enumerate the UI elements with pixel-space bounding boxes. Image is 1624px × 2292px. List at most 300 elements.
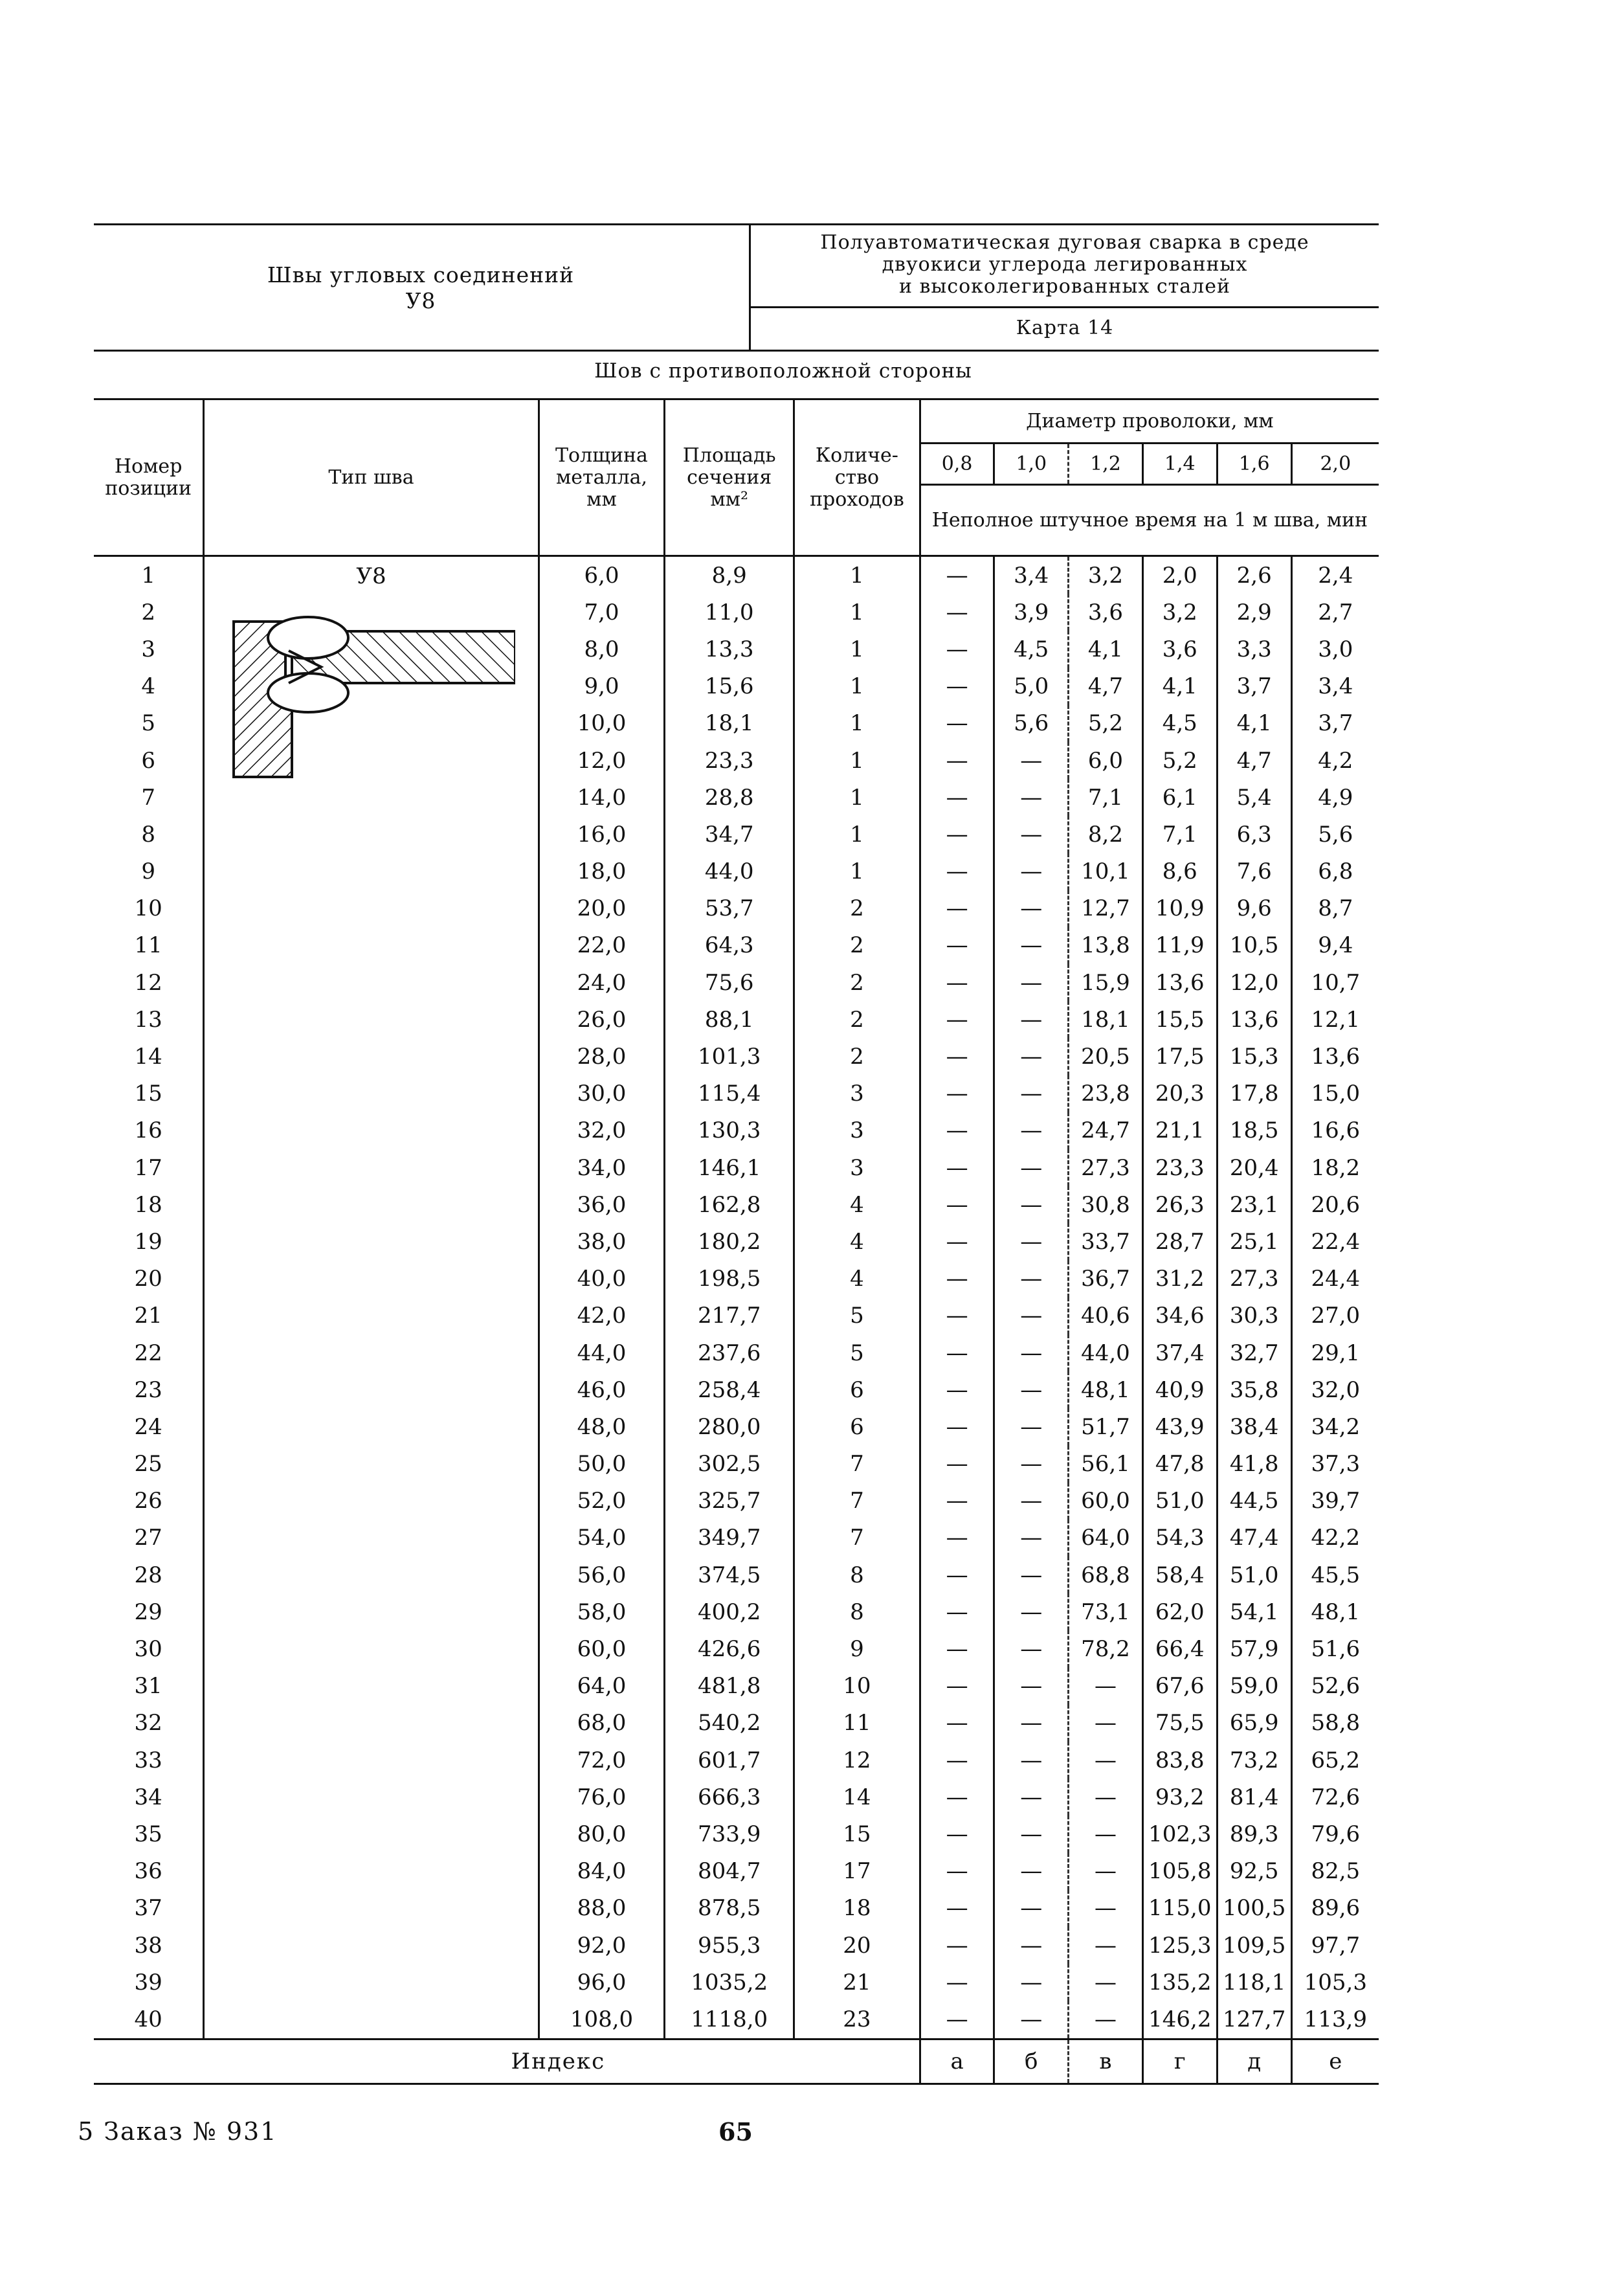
cell-time-1-4: 4,5 [1142,705,1217,742]
cell-time-2-0: 45,5 [1291,1556,1379,1593]
cell-position: 35 [134,1821,162,1847]
col-passes: Количе-ство проходов [794,399,920,556]
cell-thickness: 18,0 [539,853,665,890]
cell-time-2-0: 65,2 [1291,1742,1379,1779]
cell-thickness: 30,0 [539,1075,665,1112]
cell-passes: 23 [794,2001,920,2039]
cell-area: 217,7 [665,1298,794,1334]
cell-thickness: 44,0 [539,1334,665,1371]
cell-time-2-0: 22,4 [1291,1223,1379,1260]
cell-time-0-8: — [920,1742,994,1779]
cell-time-2-0: 8,7 [1291,890,1379,927]
cell-position: 40 [134,2006,162,2032]
cell-time-2-0: 2,4 [1291,556,1379,594]
cell-time-2-0: 113,9 [1291,2001,1379,2039]
cell-time-1-6: 4,1 [1217,705,1291,742]
cell-time-2-0: 79,6 [1291,1815,1379,1852]
cell-thickness: 48,0 [539,1408,665,1445]
cell-time-1-6: 118,1 [1217,1964,1291,2001]
cell-time-1-4: 54,3 [1142,1520,1217,1556]
process-block [751,223,1379,349]
cell-time-2-0: 15,0 [1291,1075,1379,1112]
cell-thickness: 6,0 [539,556,665,594]
cell-time-1-6: 9,6 [1217,890,1291,927]
cell-time-1-4: 93,2 [1142,1779,1217,1815]
cell-time-1-6: 18,5 [1217,1112,1291,1149]
joint-code: У8 [405,288,436,313]
cell-time-1-0: — [994,927,1069,964]
cell-time-1-6: 38,4 [1217,1408,1291,1445]
cell-position: 15 [134,1081,162,1107]
cell-time-0-8: — [920,1964,994,2001]
cell-time-2-0: 4,2 [1291,742,1379,779]
cell-time-1-6: 51,0 [1217,1556,1291,1593]
cell-area: 666,3 [665,1779,794,1815]
cell-time-0-8: — [920,964,994,1001]
cell-time-2-0: 10,7 [1291,964,1379,1001]
cell-thickness: 14,0 [539,779,665,816]
cell-time-1-0: 3,4 [994,556,1069,594]
cell-time-1-4: 28,7 [1142,1223,1217,1260]
cell-passes: 1 [794,668,920,705]
cell-time-0-8: — [920,1298,994,1334]
cell-position: 13 [134,1006,162,1033]
cell-time-1-2: 44,0 [1069,1334,1143,1371]
diameter-1-0: 1,0 [994,444,1069,485]
cell-position: 19 [134,1228,162,1255]
cell-time-1-6: 109,5 [1217,1927,1291,1964]
cell-time-1-4: 43,9 [1142,1408,1217,1445]
cell-time-1-4: 40,9 [1142,1371,1217,1408]
cell-time-2-0: 18,2 [1291,1149,1379,1186]
seam-type-label: У8 [356,563,386,589]
cell-time-1-0: — [994,1001,1069,1038]
cell-time-2-0: 13,6 [1291,1038,1379,1075]
cell-thickness: 42,0 [539,1298,665,1334]
cell-area: 258,4 [665,1371,794,1408]
cell-passes: 4 [794,1223,920,1260]
cell-thickness: 10,0 [539,705,665,742]
cell-time-1-6: 59,0 [1217,1668,1291,1705]
cell-time-2-0: 42,2 [1291,1520,1379,1556]
cell-time-1-2: — [1069,1964,1143,2001]
cell-area: 75,6 [665,964,794,1001]
cell-time-1-6: 89,3 [1217,1815,1291,1852]
cell-thickness: 38,0 [539,1223,665,1260]
index-label: Индекс [94,2039,920,2084]
cell-time-2-0: 3,7 [1291,705,1379,742]
cell-time-1-6: 47,4 [1217,1520,1291,1556]
cell-time-1-2: 64,0 [1069,1520,1143,1556]
cell-time-1-4: 2,0 [1142,556,1217,594]
cell-time-1-6: 4,7 [1217,742,1291,779]
cell-time-0-8: — [920,927,994,964]
cell-time-1-0: — [994,1483,1069,1520]
cell-time-0-8: — [920,1446,994,1483]
cell-time-0-8: — [920,1223,994,1260]
cell-time-1-6: 12,0 [1217,964,1291,1001]
cell-thickness: 40,0 [539,1261,665,1298]
cell-time-0-8: — [920,1408,994,1445]
cell-position: 25 [134,1451,162,1477]
cell-time-1-2: 10,1 [1069,853,1143,890]
cell-time-1-0: — [994,1668,1069,1705]
cell-time-0-8: — [920,556,994,594]
cell-time-1-0: — [994,890,1069,927]
cell-passes: 18 [794,1890,920,1927]
diameter-1-2: 1,2 [1069,444,1143,485]
cell-time-1-4: 75,5 [1142,1705,1217,1742]
cell-thickness: 46,0 [539,1371,665,1408]
cell-passes: 1 [794,853,920,890]
cell-position: 8 [141,821,155,848]
cell-thickness: 76,0 [539,1779,665,1815]
cell-time-2-0: 5,6 [1291,816,1379,853]
cell-thickness: 7,0 [539,594,665,631]
cell-area: 1118,0 [665,2001,794,2039]
cell-time-2-0: 72,6 [1291,1779,1379,1815]
cell-time-1-0: 5,6 [994,705,1069,742]
cell-time-1-4: 26,3 [1142,1186,1217,1223]
cell-passes: 1 [794,742,920,779]
cell-time-1-4: 135,2 [1142,1964,1217,2001]
cell-time-1-6: 6,3 [1217,816,1291,853]
process-line-2: двуокиси углерода легированных [882,253,1248,276]
cell-thickness: 88,0 [539,1890,665,1927]
cell-passes: 5 [794,1334,920,1371]
cell-position: 24 [134,1413,162,1440]
diameter-0-8: 0,8 [920,444,994,485]
cell-time-2-0: 82,5 [1291,1853,1379,1890]
cell-time-1-2: 13,8 [1069,927,1143,964]
cell-time-1-6: 81,4 [1217,1779,1291,1815]
cell-time-1-2: 8,2 [1069,816,1143,853]
index-g: г [1142,2039,1217,2084]
cell-area: 733,9 [665,1815,794,1852]
cell-area: 955,3 [665,1927,794,1964]
cell-area: 601,7 [665,1742,794,1779]
cell-time-1-4: 115,0 [1142,1890,1217,1927]
cell-time-2-0: 12,1 [1291,1001,1379,1038]
cell-time-0-8: — [920,1556,994,1593]
cell-time-1-4: 23,3 [1142,1149,1217,1186]
cell-time-1-6: 7,6 [1217,853,1291,890]
cell-passes: 14 [794,1779,920,1815]
cell-time-1-0: 3,9 [994,594,1069,631]
cell-time-1-0: — [994,1742,1069,1779]
cell-time-1-4: 4,1 [1142,668,1217,705]
cell-thickness: 72,0 [539,1742,665,1779]
cell-area: 878,5 [665,1890,794,1927]
cell-position: 28 [134,1562,162,1588]
cell-position: 27 [134,1525,162,1551]
cell-time-1-6: 15,3 [1217,1038,1291,1075]
cell-time-1-0: — [994,1149,1069,1186]
cell-time-1-2: 24,7 [1069,1112,1143,1149]
cell-time-0-8: — [920,1779,994,1815]
cell-time-0-8: — [920,1149,994,1186]
cell-time-2-0: 9,4 [1291,927,1379,964]
cell-time-2-0: 29,1 [1291,1334,1379,1371]
cell-time-1-6: 35,8 [1217,1371,1291,1408]
col-area: Площадь сечения мм² [665,399,794,556]
cell-passes: 4 [794,1186,920,1223]
cell-passes: 1 [794,816,920,853]
cell-thickness: 84,0 [539,1853,665,1890]
cell-position: 34 [134,1784,162,1810]
cell-passes: 1 [794,556,920,594]
cell-position: 5 [141,710,155,737]
cell-area: 23,3 [665,742,794,779]
cell-time-1-6: 92,5 [1217,1853,1291,1890]
cell-passes: 5 [794,1298,920,1334]
cell-time-1-2: — [1069,2001,1143,2039]
cell-time-1-2: 48,1 [1069,1371,1143,1408]
cell-area: 53,7 [665,890,794,927]
joint-title-block [94,223,748,353]
cell-time-2-0: 39,7 [1291,1483,1379,1520]
cell-area: 44,0 [665,853,794,890]
cell-time-0-8: — [920,742,994,779]
cell-thickness: 64,0 [539,1668,665,1705]
cell-position: 6 [141,747,155,774]
cell-area: 11,0 [665,594,794,631]
cell-time-1-2: 36,7 [1069,1261,1143,1298]
cell-time-1-0: — [994,1853,1069,1890]
cell-passes: 17 [794,1853,920,1890]
cell-position: 39 [134,1969,162,1995]
diameter-1-4: 1,4 [1142,444,1217,485]
cell-time-1-6: 41,8 [1217,1446,1291,1483]
cell-position: 36 [134,1858,162,1885]
cell-thickness: 24,0 [539,964,665,1001]
cell-area: 180,2 [665,1223,794,1260]
cell-time-2-0: 3,0 [1291,631,1379,668]
cell-time-1-2: — [1069,1742,1143,1779]
cell-passes: 3 [794,1112,920,1149]
cell-position: 2 [141,599,155,625]
cell-time-1-6: 30,3 [1217,1298,1291,1334]
diameter-1-6: 1,6 [1217,444,1291,485]
cell-passes: 7 [794,1520,920,1556]
diameter-2-0: 2,0 [1291,444,1379,485]
cell-position: 30 [134,1636,162,1663]
cell-area: 374,5 [665,1556,794,1593]
cell-passes: 4 [794,1261,920,1298]
index-b: б [994,2039,1069,2084]
cell-time-1-4: 58,4 [1142,1556,1217,1593]
cell-time-1-2: 51,7 [1069,1408,1143,1445]
cell-time-1-0: — [994,816,1069,853]
cell-passes: 2 [794,1038,920,1075]
cell-time-1-4: 37,4 [1142,1334,1217,1371]
cell-area: 804,7 [665,1853,794,1890]
cell-time-0-8: — [920,1483,994,1520]
cell-time-1-2: 68,8 [1069,1556,1143,1593]
cell-thickness: 36,0 [539,1186,665,1223]
cell-time-1-6: 73,2 [1217,1742,1291,1779]
col-position: Номер позиции [94,399,204,556]
cell-passes: 2 [794,927,920,964]
cell-time-0-8: — [920,1705,994,1742]
process-line-3: и высоколегированных сталей [899,275,1230,298]
cell-passes: 8 [794,1556,920,1593]
cell-time-1-2: 5,2 [1069,705,1143,742]
cell-time-2-0: 20,6 [1291,1186,1379,1223]
cell-time-2-0: 32,0 [1291,1371,1379,1408]
cell-thickness: 108,0 [539,2001,665,2039]
cell-time-0-8: — [920,1371,994,1408]
cell-position: 14 [134,1044,162,1070]
index-d: д [1217,2039,1291,2084]
cell-time-0-8: — [920,1186,994,1223]
cell-time-1-6: 2,6 [1217,556,1291,594]
cell-thickness: 26,0 [539,1001,665,1038]
cell-time-1-2: 18,1 [1069,1001,1143,1038]
cell-time-1-6: 27,3 [1217,1261,1291,1298]
cell-time-2-0: 48,1 [1291,1593,1379,1630]
cell-position: 29 [134,1599,162,1625]
cell-time-1-2: 4,7 [1069,668,1143,705]
cell-time-1-2: 30,8 [1069,1186,1143,1223]
cell-time-1-0: — [994,1705,1069,1742]
cell-time-1-0: — [994,1927,1069,1964]
cell-time-1-2: 12,7 [1069,890,1143,927]
cell-time-1-2: 33,7 [1069,1223,1143,1260]
cell-time-1-0: — [994,1890,1069,1927]
cell-time-1-4: 15,5 [1142,1001,1217,1038]
cell-time-2-0: 16,6 [1291,1112,1379,1149]
cell-time-1-4: 3,6 [1142,631,1217,668]
cell-time-2-0: 2,7 [1291,594,1379,631]
cell-thickness: 28,0 [539,1038,665,1075]
cell-time-1-2: 15,9 [1069,964,1143,1001]
cell-time-1-2: 40,6 [1069,1298,1143,1334]
cell-position: 16 [134,1118,162,1144]
cell-time-1-0: — [994,1630,1069,1667]
cell-position: 20 [134,1266,162,1292]
cell-time-1-0: — [994,1815,1069,1852]
cell-time-0-8: — [920,1261,994,1298]
cell-time-0-8: — [920,1815,994,1852]
joint-title: Швы угловых соединений [267,262,575,287]
process-line-1: Полуавтоматическая дуговая сварка в среде [820,231,1309,254]
cell-passes: 6 [794,1408,920,1445]
cell-time-1-4: 105,8 [1142,1853,1217,1890]
cell-thickness: 60,0 [539,1630,665,1667]
cell-position: 21 [134,1303,162,1329]
cell-area: 146,1 [665,1149,794,1186]
cell-time-1-0: — [994,1520,1069,1556]
cell-area: 302,5 [665,1446,794,1483]
cell-time-1-4: 67,6 [1142,1668,1217,1705]
col-diameter: Диаметр проволоки, мм [920,399,1379,444]
cell-time-1-6: 44,5 [1217,1483,1291,1520]
cell-time-1-4: 8,6 [1142,853,1217,890]
cell-time-0-8: — [920,1038,994,1075]
cell-time-1-6: 13,6 [1217,1001,1291,1038]
cell-time-0-8: — [920,1927,994,1964]
cell-time-1-4: 21,1 [1142,1112,1217,1149]
cell-area: 400,2 [665,1593,794,1630]
cell-time-2-0: 6,8 [1291,853,1379,890]
cell-position: 23 [134,1376,162,1403]
cell-thickness: 20,0 [539,890,665,927]
cell-time-1-4: 5,2 [1142,742,1217,779]
cell-thickness: 34,0 [539,1149,665,1186]
cell-time-1-2: — [1069,1927,1143,1964]
cell-time-1-2: 60,0 [1069,1483,1143,1520]
cell-passes: 10 [794,1668,920,1705]
cell-position: 3 [141,636,155,662]
cell-thickness: 96,0 [539,1964,665,2001]
cell-area: 130,3 [665,1112,794,1149]
cell-passes: 15 [794,1815,920,1852]
cell-time-1-4: 125,3 [1142,1927,1217,1964]
cell-time-1-0: — [994,779,1069,816]
cell-area: 101,3 [665,1038,794,1075]
cell-time-1-0: — [994,1371,1069,1408]
cell-time-1-2: 3,6 [1069,594,1143,631]
index-v: в [1069,2039,1143,2084]
cell-thickness: 32,0 [539,1112,665,1149]
cell-passes: 21 [794,1964,920,2001]
cell-time-1-2: 3,2 [1069,556,1143,594]
cell-passes: 1 [794,631,920,668]
index-a: а [920,2039,994,2084]
cell-area: 198,5 [665,1261,794,1298]
cell-area: 18,1 [665,705,794,742]
cell-time-1-4: 146,2 [1142,2001,1217,2039]
page-number: 65 [718,2117,753,2146]
cell-passes: 1 [794,594,920,631]
cell-time-1-0: — [994,1446,1069,1483]
cell-area: 1035,2 [665,1964,794,2001]
cell-time-1-6: 100,5 [1217,1890,1291,1927]
cell-time-1-0: — [994,1408,1069,1445]
cell-time-0-8: — [920,668,994,705]
cell-thickness: 80,0 [539,1815,665,1852]
cell-time-0-8: — [920,631,994,668]
cell-time-2-0: 3,4 [1291,668,1379,705]
cell-time-1-2: — [1069,1668,1143,1705]
index-e: е [1291,2039,1379,2084]
cell-position: 33 [134,1747,162,1773]
cell-area: 426,6 [665,1630,794,1667]
cell-time-1-0: — [994,1593,1069,1630]
cell-time-1-2: 78,2 [1069,1630,1143,1667]
cell-area: 481,8 [665,1668,794,1705]
cell-time-1-4: 11,9 [1142,927,1217,964]
cell-time-1-2: 27,3 [1069,1149,1143,1186]
cell-passes: 2 [794,1001,920,1038]
cell-position: 7 [141,784,155,811]
norms-table [94,398,1379,2085]
cell-passes: 11 [794,1705,920,1742]
cell-time-1-0: — [994,1334,1069,1371]
cell-thickness: 68,0 [539,1705,665,1742]
cell-time-1-2: 73,1 [1069,1593,1143,1630]
cell-passes: 1 [794,779,920,816]
cell-time-2-0: 34,2 [1291,1408,1379,1445]
cell-time-2-0: 24,4 [1291,1261,1379,1298]
cell-time-0-8: — [920,594,994,631]
cell-time-1-2: — [1069,1853,1143,1890]
cell-time-1-4: 17,5 [1142,1038,1217,1075]
table-subtitle: Шов с противоположной стороны [594,359,972,383]
cell-time-2-0: 37,3 [1291,1446,1379,1483]
cell-time-1-2: — [1069,1705,1143,1742]
